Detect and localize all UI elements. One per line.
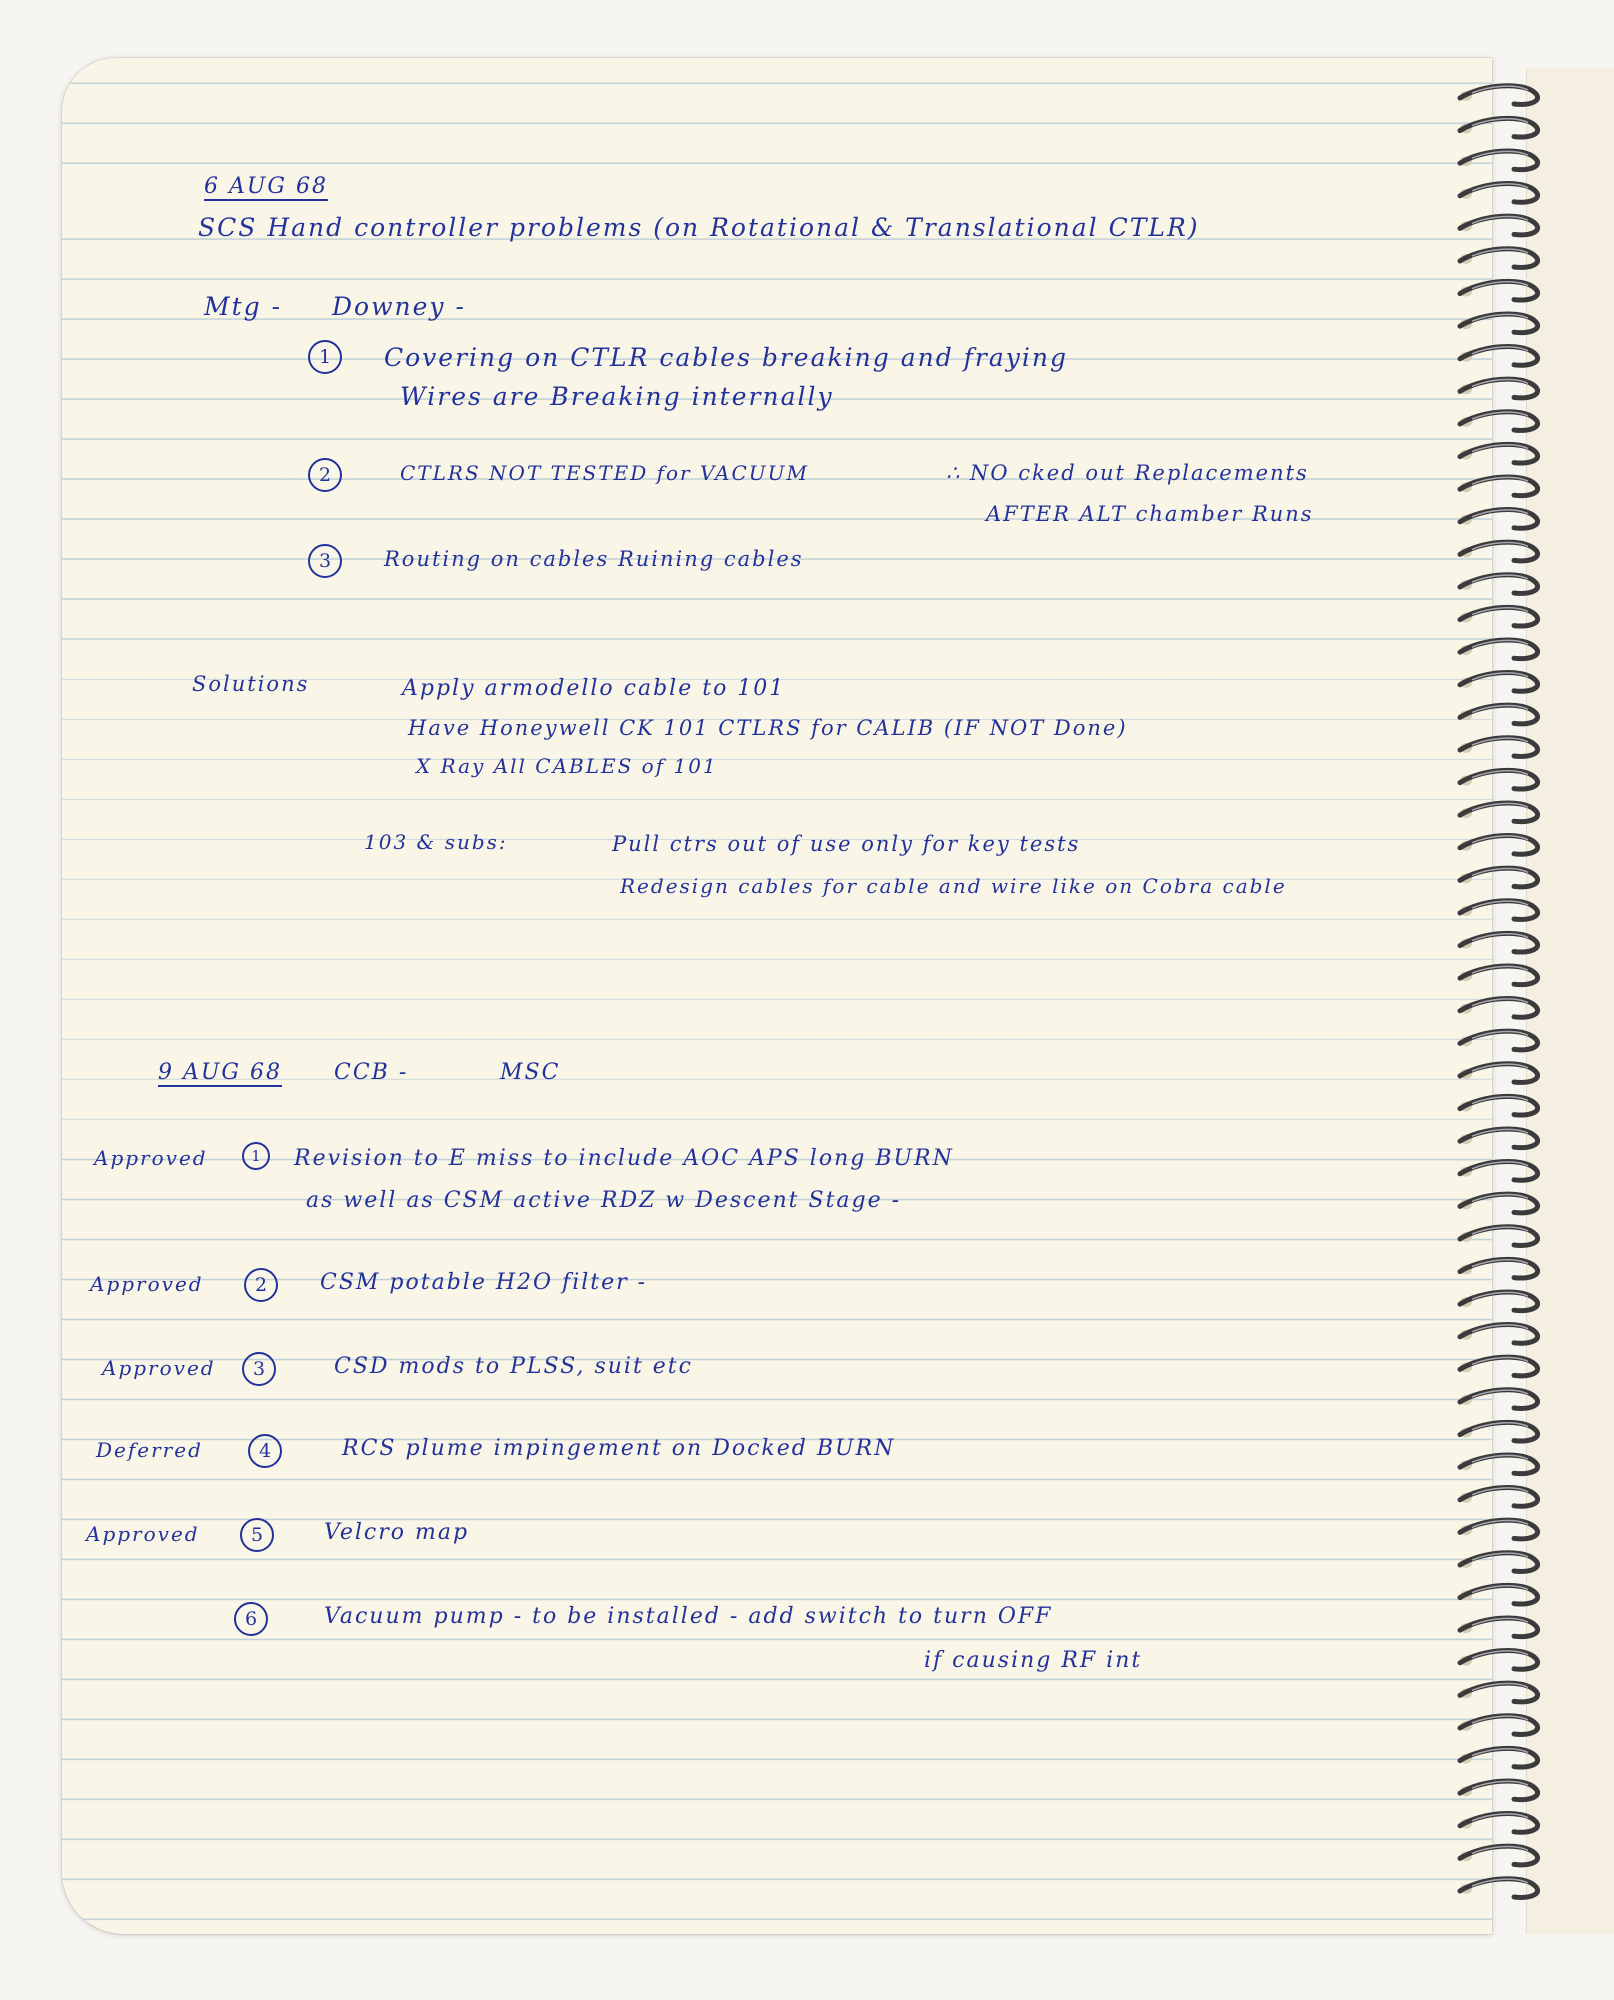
status-label: Deferred xyxy=(96,1438,203,1462)
problem-line: Routing on cables Ruining cables xyxy=(384,547,804,571)
item-number: 2 xyxy=(308,458,342,492)
ccb-item-line: CSD mods to PLSS, suit etc xyxy=(334,1354,693,1379)
item-number: 1 xyxy=(308,340,342,374)
status-label: Approved xyxy=(102,1356,216,1380)
status-label: Approved xyxy=(94,1146,208,1170)
item-number: 4 xyxy=(248,1434,282,1468)
problem-line: Covering on CTLR cables breaking and fraying xyxy=(384,343,1068,372)
ccb-label: CCB - xyxy=(334,1060,409,1085)
ccb-item-line: Velcro map xyxy=(324,1520,470,1545)
spiral-binding xyxy=(1452,70,1582,1930)
meeting-label: Mtg - xyxy=(204,292,283,321)
msc-label: MSC xyxy=(500,1060,561,1085)
ccb-item-line: Revision to E miss to include AOC APS long BURN xyxy=(294,1146,954,1171)
status-label: Approved xyxy=(90,1272,204,1296)
ccb-item-line: as well as CSM active RDZ w Descent Stage - xyxy=(306,1188,902,1213)
solutions-label: Solutions xyxy=(192,672,310,696)
solution-line: Apply armodello cable to 101 xyxy=(402,676,786,701)
problem-aside: ∴ NO cked out Replacements xyxy=(946,461,1309,485)
problem-line: CTLRS NOT TESTED for VACUUM xyxy=(400,461,809,485)
item-number: 3 xyxy=(242,1352,276,1386)
item-number: 1 xyxy=(242,1142,270,1170)
item-number: 3 xyxy=(308,544,342,578)
date-heading-2: 9 AUG 68 xyxy=(158,1060,282,1085)
ccb-item-line: if causing RF int xyxy=(924,1648,1143,1673)
meeting-name: Downey - xyxy=(332,292,466,321)
date-heading-1: 6 AUG 68 xyxy=(204,174,328,199)
subs-line: Redesign cables for cable and wire like on Cobra cable xyxy=(620,874,1287,898)
notebook-page xyxy=(62,58,1492,1934)
ccb-item-line: CSM potable H2O filter - xyxy=(320,1270,648,1295)
problem-line: Wires are Breaking internally xyxy=(400,382,834,411)
item-number: 5 xyxy=(240,1518,274,1552)
ccb-item-line: RCS plume impingement on Docked BURN xyxy=(342,1436,896,1461)
solution-line: X Ray All CABLES of 101 xyxy=(416,754,718,778)
solution-line: Have Honeywell CK 101 CTLRS for CALIB (IF NOT Done) xyxy=(408,716,1128,740)
ccb-item-line: Vacuum pump - to be installed - add switch to turn OFF xyxy=(324,1604,1053,1629)
subs-label: 103 & subs: xyxy=(364,830,508,854)
problem-aside: AFTER ALT chamber Runs xyxy=(986,502,1314,526)
item-number: 2 xyxy=(244,1268,278,1302)
status-label: Approved xyxy=(86,1522,200,1546)
subs-line: Pull ctrs out of use only for key tests xyxy=(612,832,1081,856)
item-number: 6 xyxy=(234,1602,268,1636)
topic-heading: SCS Hand controller problems (on Rotational & Translational CTLR) xyxy=(198,213,1200,242)
